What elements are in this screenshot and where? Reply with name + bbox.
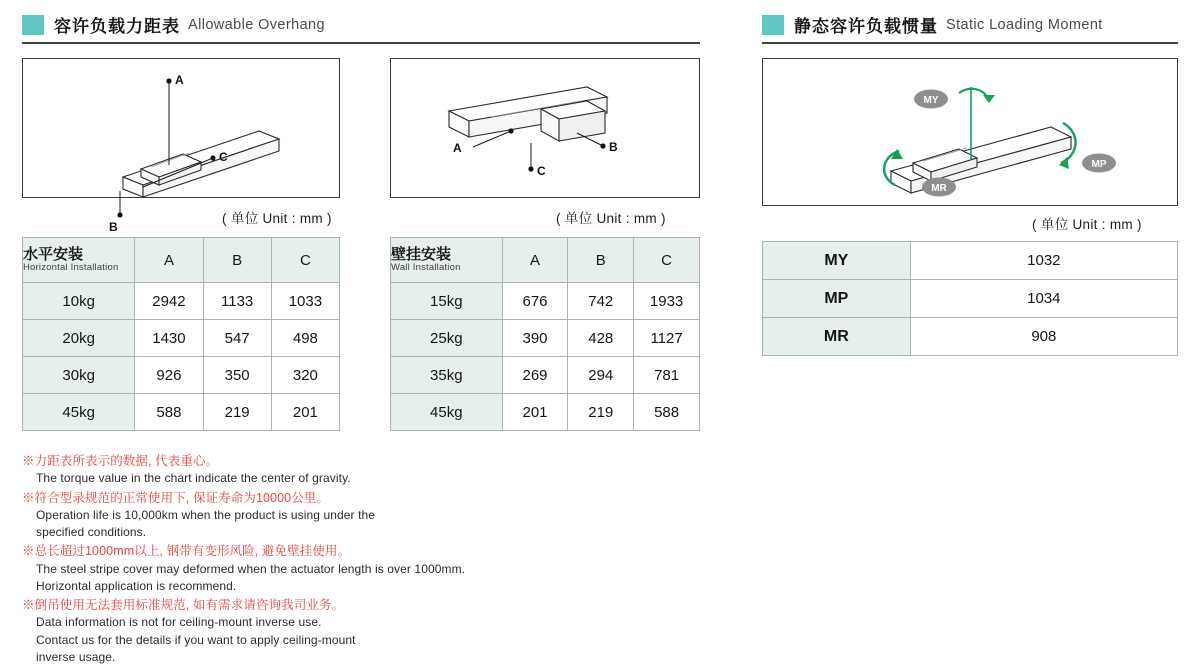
unit-caption-3: ( 单位 Unit : mm ) bbox=[1032, 217, 1142, 232]
table-row bbox=[23, 394, 340, 431]
note-cn: ※倒吊使用无法套用标准规范, 如有需求请咨询我司业务。 bbox=[22, 598, 345, 613]
table-horizontal-installation bbox=[22, 237, 340, 431]
note-en: specified conditions. bbox=[36, 525, 147, 540]
table-row bbox=[391, 394, 700, 431]
cell-value-mp: 1034 bbox=[910, 280, 1177, 318]
table-row bbox=[23, 283, 340, 320]
note-item bbox=[22, 452, 542, 488]
note-en: Contact us for the details if you want to apply ceiling-mount bbox=[36, 632, 356, 647]
cell-b: 1133 bbox=[203, 283, 271, 320]
svg-text:A: A bbox=[175, 73, 184, 87]
row-label: 20kg bbox=[23, 320, 135, 357]
cell-b: 742 bbox=[568, 283, 634, 320]
cell-c: 498 bbox=[271, 320, 339, 357]
svg-text:B: B bbox=[609, 140, 618, 154]
row-label: 10kg bbox=[23, 283, 135, 320]
cell-b: 294 bbox=[568, 357, 634, 394]
table-static-loading-moment bbox=[762, 241, 1178, 356]
column-header-b: B bbox=[203, 238, 271, 283]
note-en: Horizontal application is recommend. bbox=[36, 578, 237, 593]
cell-b: 547 bbox=[203, 320, 271, 357]
table-row bbox=[763, 318, 1178, 356]
section-header-allowable-overhang bbox=[22, 12, 700, 44]
table-corner-header bbox=[23, 238, 135, 283]
row-label: 15kg bbox=[391, 283, 503, 320]
cell-c: 201 bbox=[271, 394, 339, 431]
column-header-b: B bbox=[568, 238, 634, 283]
figure-static-loading-moment bbox=[762, 58, 1178, 206]
table-header-row bbox=[23, 238, 340, 283]
section-title-en: Static Loading Moment bbox=[946, 16, 1103, 33]
label-mr-badge bbox=[922, 178, 956, 197]
row-label: 35kg bbox=[391, 357, 503, 394]
note-cn: ※总长超过1000mm以上, 钢带有变形风险, 避免壁挂使用。 bbox=[22, 544, 351, 559]
cell-a: 2942 bbox=[135, 283, 203, 320]
table-row bbox=[391, 320, 700, 357]
table-row bbox=[23, 357, 340, 394]
row-label-mr: MR bbox=[763, 318, 911, 356]
column-header-a: A bbox=[135, 238, 203, 283]
svg-text:B: B bbox=[109, 220, 118, 234]
row-label: 25kg bbox=[391, 320, 503, 357]
table-wall-installation bbox=[390, 237, 700, 431]
svg-text:MP: MP bbox=[1091, 159, 1107, 170]
section-title-cn: 容许负载力距表 bbox=[54, 17, 180, 36]
table-row bbox=[23, 320, 340, 357]
svg-text:MR: MR bbox=[931, 183, 947, 194]
cell-b: 219 bbox=[203, 394, 271, 431]
label-mp-badge bbox=[1082, 154, 1116, 173]
cell-b: 428 bbox=[568, 320, 634, 357]
table-row bbox=[391, 283, 700, 320]
note-item bbox=[22, 596, 542, 666]
cell-c: 588 bbox=[634, 394, 700, 431]
note-en: Data information is not for ceiling-mount inverse use. bbox=[36, 615, 322, 630]
unit-caption-1: ( 单位 Unit : mm ) bbox=[222, 211, 332, 226]
column-header-c: C bbox=[634, 238, 700, 283]
note-en: The steel stripe cover may deformed when the actuator length is over 1000mm. bbox=[36, 561, 466, 576]
row-label-my: MY bbox=[763, 242, 911, 280]
note-en: Operation life is 10,000km when the product is using under the bbox=[36, 507, 376, 522]
cell-c: 1127 bbox=[634, 320, 700, 357]
cell-a: 676 bbox=[502, 283, 568, 320]
notes-block bbox=[22, 452, 542, 668]
svg-text:C: C bbox=[219, 150, 228, 164]
accent-bar-icon bbox=[762, 15, 784, 35]
table-row bbox=[763, 280, 1178, 318]
table-corner-header-cn: 水平安装 bbox=[23, 245, 84, 263]
table-header-row bbox=[391, 238, 700, 283]
row-label-mp: MP bbox=[763, 280, 911, 318]
section-header-static-loading-moment bbox=[762, 12, 1178, 44]
section-title-cn: 静态容许负载惯量 bbox=[794, 17, 938, 36]
cell-a: 1430 bbox=[135, 320, 203, 357]
column-header-a: A bbox=[502, 238, 568, 283]
cell-c: 1933 bbox=[634, 283, 700, 320]
label-my-badge bbox=[914, 90, 948, 109]
cell-a: 588 bbox=[135, 394, 203, 431]
cell-a: 390 bbox=[502, 320, 568, 357]
accent-bar-icon bbox=[22, 15, 44, 35]
note-cn: ※力距表所表示的数据, 代表重心。 bbox=[22, 454, 219, 468]
cell-b: 219 bbox=[568, 394, 634, 431]
figure-wall-installation bbox=[390, 58, 700, 198]
cell-c: 1033 bbox=[271, 283, 339, 320]
cell-a: 201 bbox=[502, 394, 568, 431]
table-row bbox=[391, 357, 700, 394]
row-label: 30kg bbox=[23, 357, 135, 394]
cell-b: 350 bbox=[203, 357, 271, 394]
column-header-c: C bbox=[271, 238, 339, 283]
cell-value-mr: 908 bbox=[910, 318, 1177, 356]
actuator-diagram-wall-icon bbox=[391, 59, 699, 197]
svg-text:MY: MY bbox=[923, 95, 939, 106]
note-item bbox=[22, 542, 542, 595]
table-corner-header bbox=[391, 238, 503, 283]
moment-diagram-icon bbox=[763, 59, 1177, 205]
svg-text:A: A bbox=[453, 141, 462, 155]
cell-a: 926 bbox=[135, 357, 203, 394]
cell-value-my: 1032 bbox=[910, 242, 1177, 280]
svg-text:C: C bbox=[537, 164, 546, 178]
note-item bbox=[22, 489, 542, 542]
cell-c: 320 bbox=[271, 357, 339, 394]
row-label: 45kg bbox=[391, 394, 503, 431]
note-en: The torque value in the chart indicate the center of gravity. bbox=[36, 471, 351, 486]
table-corner-header-en: Horizontal Installation bbox=[23, 262, 119, 274]
row-label: 45kg bbox=[23, 394, 135, 431]
cell-c: 781 bbox=[634, 357, 700, 394]
unit-caption-2: ( 单位 Unit : mm ) bbox=[556, 211, 666, 226]
table-corner-header-en: Wall Installation bbox=[391, 262, 461, 274]
cell-a: 269 bbox=[502, 357, 568, 394]
table-corner-header-cn: 壁挂安装 bbox=[391, 245, 452, 263]
table-row bbox=[763, 242, 1178, 280]
note-cn: ※符合型录规范的正常使用下, 保证寿命为10000公里。 bbox=[22, 490, 330, 505]
note-en: inverse usage. bbox=[36, 650, 116, 665]
section-title-en: Allowable Overhang bbox=[188, 16, 325, 33]
